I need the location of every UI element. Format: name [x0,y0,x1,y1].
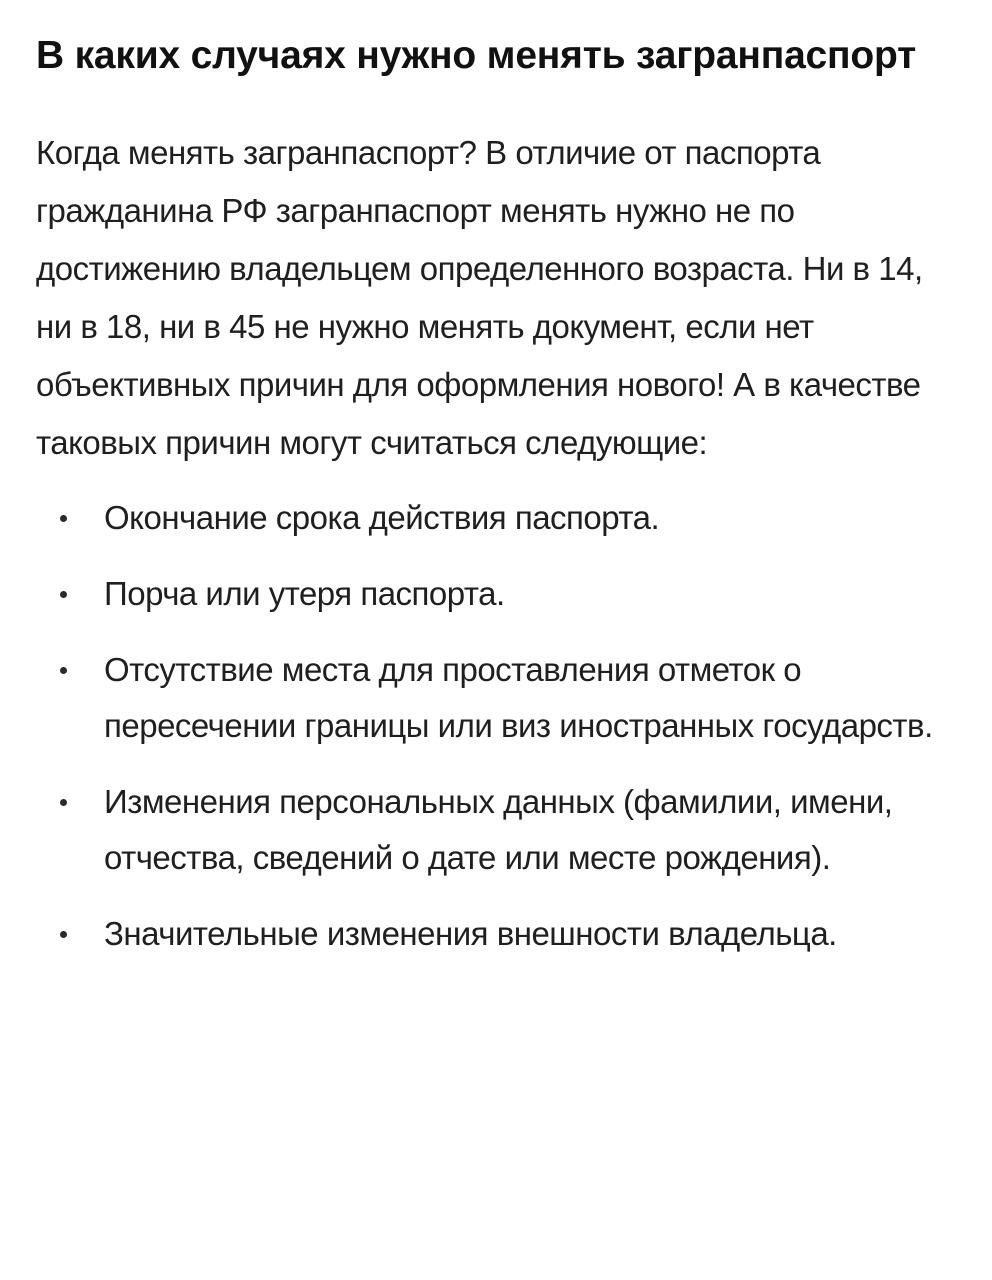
list-item [36,490,966,546]
bullet-dot-icon [60,515,67,522]
list-item-text: Порча или утеря паспорта. [104,575,505,612]
bullet-dot-icon [60,591,67,598]
article-title: В каких случаях нужно менять загранпаспорт [36,34,917,77]
list-item [36,642,966,754]
bullet-dot-icon [60,799,67,806]
reasons-list [36,490,966,962]
article [36,28,966,982]
list-item [36,774,966,886]
list-item-text: Значительные изменения внешности владельца. [104,915,837,952]
article-lead-paragraph: Когда менять загранпаспорт? В отличие от паспорта гражданина РФ загранпаспорт менять нужно не по достижению владельцем определенного возраста. Ни в 14, ни в 18, ни в 45 не нужно менять документ, если нет объективных причин для оформления нового! А в качестве таковых причин могут считаться следующие: [36,134,923,461]
bullet-dot-icon [60,667,67,674]
bullet-dot-icon [60,931,67,938]
list-item [36,566,966,622]
list-item-text: Отсутствие места для проставления отметок о пересечении границы или виз иностранных государств. [104,651,933,744]
list-item-text: Изменения персональных данных (фамилии, имени, отчества, сведений о дате или месте рождения). [104,783,893,876]
list-item-text: Окончание срока действия паспорта. [104,499,660,536]
list-item [36,906,966,962]
